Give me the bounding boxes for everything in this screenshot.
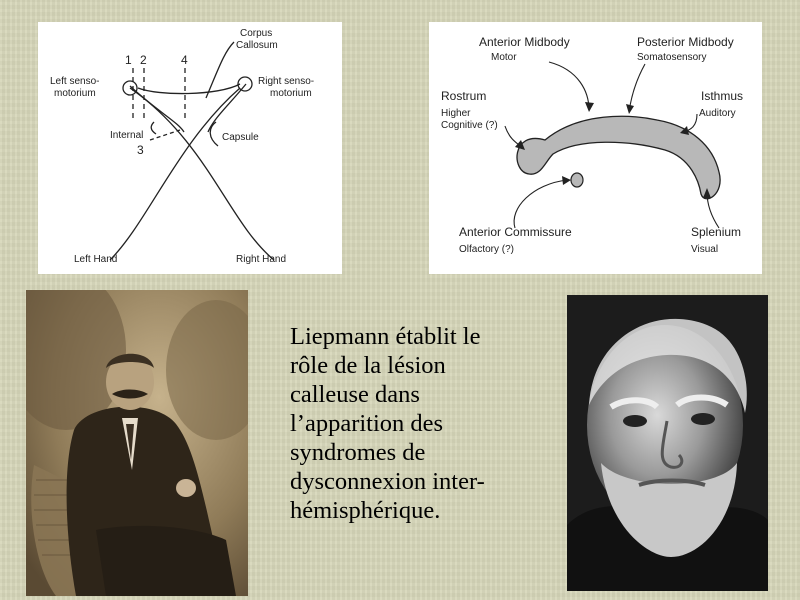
number-label-4: 4 [181,53,188,67]
visual-label: Visual [691,244,719,255]
posterior-midbody-arrowhead [626,104,634,114]
internal-label: Internal [110,130,144,141]
callosum-regions-diagram [429,22,762,274]
motor-label: Motor [491,52,517,63]
capsule-label: Capsule [222,132,259,143]
pathway-diagram-svg [38,22,342,274]
pathway-diagram [38,22,342,274]
left-motorium-label: motorium [54,88,96,99]
number-label-2: 2 [140,53,147,67]
callosal-fibers [138,84,240,94]
number-label-3: 3 [137,143,144,157]
anterior-midbody-arrowhead [585,102,594,112]
splenium-label: Splenium [691,225,742,239]
left-hand-label: Left Hand [74,254,118,265]
auditory-label: Auditory [699,108,736,119]
number-label-1: 1 [125,53,132,67]
corpus-callosum-shape [517,116,720,198]
somatosensory-label: Somatosensory [637,52,707,63]
right-sensomotorium-circle [238,77,252,91]
lesion-line-3 [150,130,180,140]
callosum-regions-svg [429,22,762,274]
internal-bracket [151,122,156,134]
right-senso-label: Right senso- [258,76,315,87]
anterior-midbody-arrow [549,62,589,110]
cognitive-label: Cognitive (?) [441,120,498,131]
liepmann-photo [26,290,248,596]
right-hand-label: Right Hand [236,254,287,265]
commissure-arrow [514,180,567,228]
callosum-label: Callosum [236,40,278,51]
corpus-label: Corpus [240,28,273,39]
rostrum-label: Rostrum [441,89,487,103]
portrait-photo [567,295,768,591]
anterior-midbody-label: Anterior Midbody [479,35,570,49]
posterior-midbody-arrow [629,64,645,112]
olfactory-label: Olfactory (?) [459,244,515,255]
anterior-commissure-label: Anterior Commissure [459,225,572,239]
callosum-pointer [206,42,234,98]
caption-text: Liepmann établit le rôle de la lésion calleuse dans l’apparition des syndromes de dysconnexion inter- hémisphérique. [290,323,485,524]
left-senso-label: Left senso- [50,76,100,87]
portrait-photo-art [567,295,768,591]
isthmus-label: Isthmus [701,89,744,103]
higher-label: Higher [441,108,471,119]
right-motorium-label: motorium [270,88,312,99]
anterior-commissure-shape [571,173,583,187]
liepmann-photo-art [26,290,248,596]
commissure-arrowhead [562,176,571,185]
posterior-midbody-label: Posterior Midbody [637,35,734,49]
left-to-right-hand-path [130,88,274,260]
